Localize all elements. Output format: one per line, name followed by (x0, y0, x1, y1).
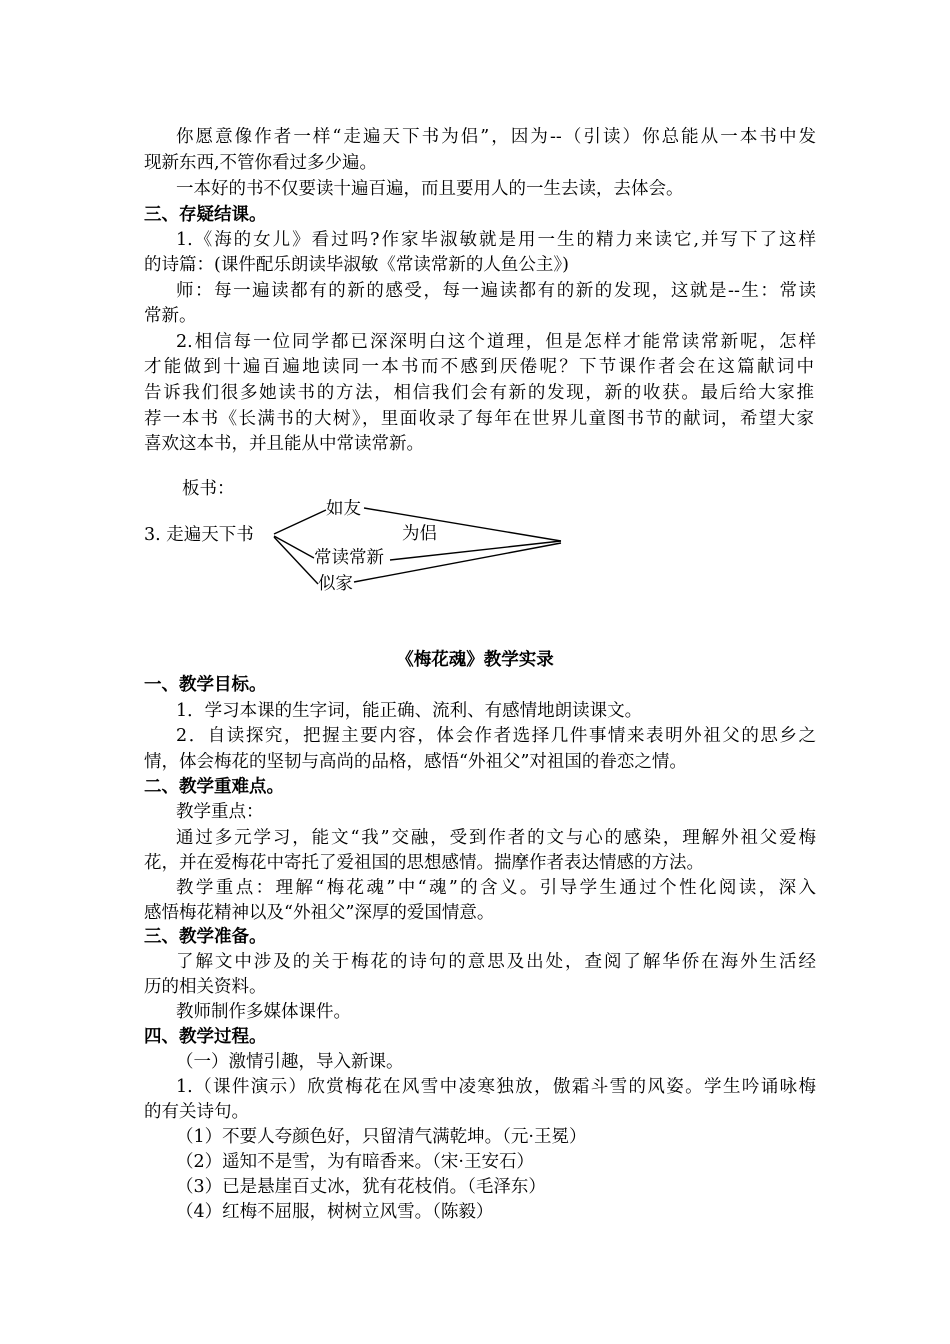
paragraph-line: 1.（课件演示）欣赏梅花在风雪中凌寒独放，傲霜斗雪的风姿。学生吟诵咏梅 (176, 1077, 816, 1097)
poem-line: （1）不要人夸颜色好，只留清气满乾坤。（元·王冕） (176, 1127, 587, 1147)
branch-line-upper (274, 510, 326, 534)
section-heading: 四、教学过程。 (144, 1027, 267, 1047)
poem-line: （3）已是悬崖百丈冰，犹有花枝俏。（毛泽东） (176, 1177, 546, 1197)
board-diagram (0, 0, 950, 620)
branch-line-lower (274, 537, 318, 584)
paragraph-line: 2．自读探究，把握主要内容，体会作者选择几件事情来表明外祖父的思乡之 (176, 726, 816, 746)
board-branch-home: 似家 (318, 574, 353, 594)
paragraph-line: 常新。 (144, 306, 197, 326)
paragraph-line: 花，并在爱梅花中寄托了爱祖国的思想感情。揣摩作者表达情感的方法。 (144, 853, 704, 873)
paragraph-line: 的诗篇：(课件配乐朗读毕淑敏《常读常新的人鱼公主》) (144, 255, 569, 275)
poem-line: （2）遥知不是雪，为有暗香来。（宋·王安石） (176, 1152, 534, 1172)
paragraph-line: 告诉我们很多她读书的方法，相信我们会有新的发现，新的收获。最后给大家推 (144, 383, 814, 403)
board-target: 为侣 (402, 524, 437, 544)
board-branch-friend: 如友 (326, 499, 361, 519)
section-heading: 一、教学目标。 (144, 675, 267, 695)
paragraph-line: 通过多元学习，能文“我”交融，受到作者的文与心的感染，理解外祖父爱梅 (176, 828, 816, 848)
paragraph-line: 教学重点：理解“梅花魂”中“魂”的含义。引导学生通过个性化阅读，深入 (176, 878, 816, 898)
paragraph-line: 一本好的书不仅要读十遍百遍，而且要用人的一生去读，去体会。 (176, 179, 684, 199)
board-main-topic: 3. 走遍天下书 (144, 525, 254, 545)
board-branch-reread: 常读常新 (314, 548, 384, 568)
poem-line: （4）红梅不屈服，树树立风雪。（陈毅） (176, 1202, 494, 1222)
section-heading: 三、存疑结课。 (144, 205, 267, 225)
connector-line-lower (354, 543, 561, 582)
section-heading: 三、教学准备。 (144, 927, 267, 947)
paragraph-line: 的有关诗句。 (144, 1102, 249, 1122)
paragraph-line: 1.《海的女儿》看过吗?作家毕淑敏就是用一生的精力来读它,并写下了这样 (176, 230, 816, 250)
paragraph-line: （一）激情引趣，导入新课。 (176, 1052, 404, 1072)
paragraph-line: 荐一本书《长满书的大树》，里面收录了每年在世界儿童图书节的献词，希望大家 (144, 409, 814, 429)
paragraph-line: 现新东西,不管你看过多少遍。 (144, 153, 378, 173)
paragraph-line: 教学重点： (176, 802, 264, 822)
paragraph-line: 喜欢这本书，并且能从中常读常新。 (144, 434, 424, 454)
section-heading: 二、教学重难点。 (144, 777, 284, 797)
paragraph-line: 才能做到十遍百遍地读同一本书而不感到厌倦呢？下节课作者会在这篇献词中 (144, 357, 814, 377)
paragraph-line: 你愿意像作者一样“走遍天下书为侣”，因为--（引读）你总能从一本书中发 (176, 127, 816, 147)
board-label: 板书： (182, 479, 235, 499)
paragraph-line: 了解文中涉及的关于梅花的诗句的意思及出处，查阅了解华侨在海外生活经 (176, 952, 816, 972)
connector-line-upper (364, 508, 561, 541)
paragraph-line: 1．学习本课的生字词，能正确、流利、有感情地朗读课文。 (176, 701, 643, 721)
branch-line-middle (274, 536, 314, 558)
paragraph-line: 教师制作多媒体课件。 (176, 1002, 351, 1022)
paragraph-line: 情，体会梅花的坚韧与高尚的品格，感悟“外祖父”对祖国的眷恋之情。 (144, 752, 687, 772)
paragraph-line: 历的相关资料。 (144, 977, 267, 997)
paragraph-line: 感悟梅花精神以及“外祖父”深厚的爱国情意。 (144, 903, 495, 923)
page-title: 《梅花魂》教学实录 (396, 650, 554, 670)
paragraph-line: 师：每一遍读都有的新的感受，每一遍读都有的新的发现，这就是--生：常读 (176, 281, 816, 301)
paragraph-line: 2.相信每一位同学都已深深明白这个道理，但是怎样才能常读常新呢，怎样 (176, 332, 816, 352)
